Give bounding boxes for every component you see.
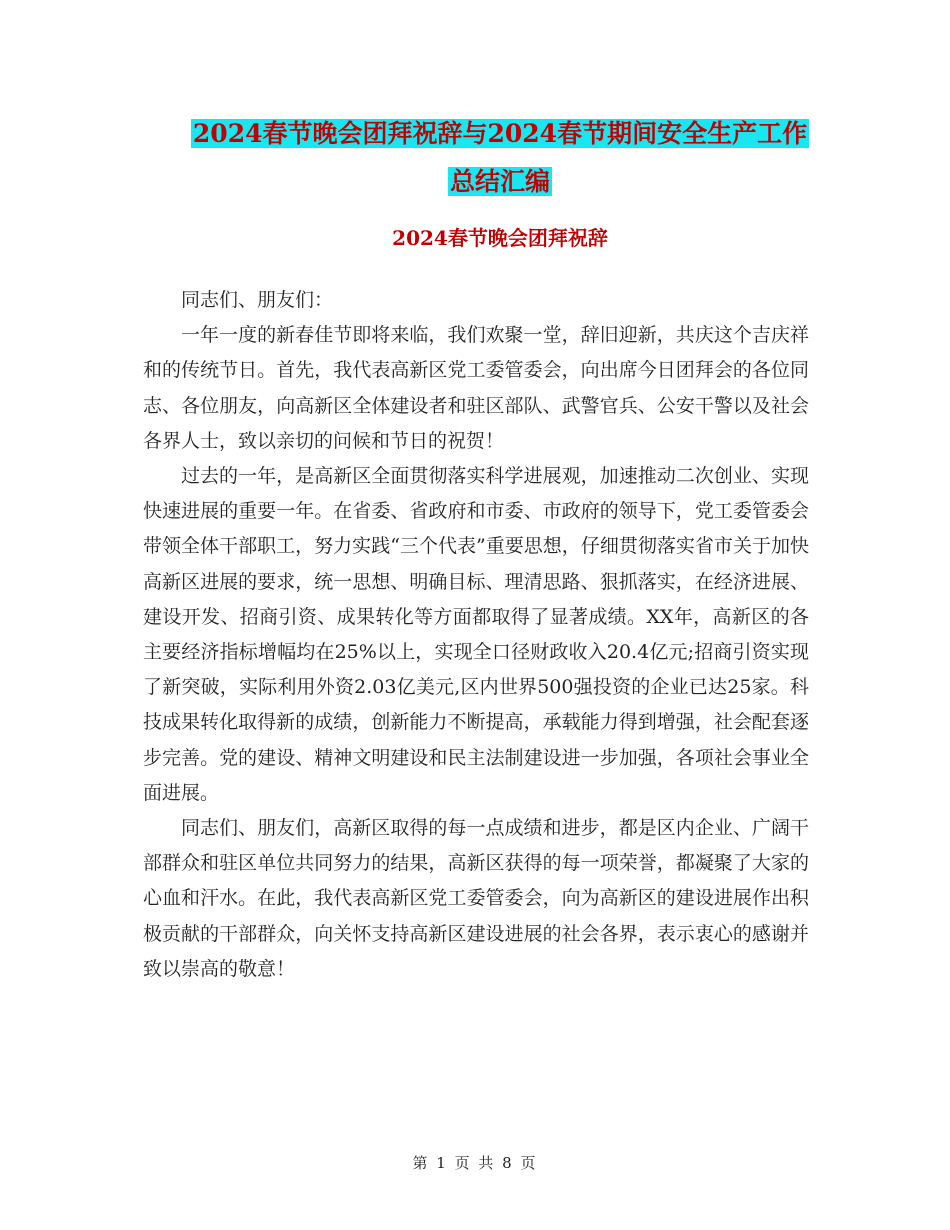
- section-title: 2024春节晚会团拜祝辞: [392, 226, 608, 250]
- page-number-footer: 第 1 页 共 8 页: [412, 1154, 538, 1172]
- document-title-line-1: 2024春节晚会团拜祝辞与2024春节期间安全生产工作: [192, 119, 808, 148]
- document-body: [143, 283, 809, 987]
- salutation: 同志们、朋友们：: [181, 289, 334, 311]
- document-title: [140, 110, 860, 206]
- paragraph: 过去的一年，是高新区全面贯彻落实科学进展观，加速推动二次创业、实现快速进展的重要一年。在省委、省政府和市委、市政府的领导下，党工委管委会带领全体干部职工，努力实践“三个代表”重要思想，仔细贯彻落实省市关于加快高新区进展的要求，统一思想、明确目标、理清思路、狠抓落实，在经济进展、建设开发、招商引资、成果转化等方面都取得了显著成绩。XX年，高新区的各主要经济指标增幅均在25%以上，实现全口径财政收入20.4亿元;招商引资实现了新突破，实际利用外资2.03亿美元,区内世界500强投资的企业已达25家。科技成果转化取得新的成绩，创新能力不断提高，承载能力得到增强，社会配套逐步完善。党的建设、精神文明建设和民主法制建设进一步加强，各项社会事业全面进展。: [143, 465, 809, 804]
- paragraph: 一年一度的新春佳节即将来临，我们欢聚一堂，辞旧迎新，共庆这个吉庆祥和的传统节日。首先，我代表高新区党工委管委会，向出席今日团拜会的各位同志、各位朋友，向高新区全体建设者和驻区部队、武警官兵、公安干警以及社会各界人士，致以亲切的问候和节日的祝贺！: [143, 324, 809, 452]
- paragraph: 同志们、朋友们，高新区取得的每一点成绩和进步，都是区内企业、广阔干部群众和驻区单位共同努力的结果，高新区获得的每一项荣誉，都凝聚了大家的心血和汗水。在此，我代表高新区党工委管委会，向为高新区的建设进展作出积极贡献的干部群众，向关怀支持高新区建设进展的社会各界，表示衷心的感谢并致以崇高的敬意！: [143, 817, 809, 980]
- document-title-line-2: 总结汇编: [449, 167, 550, 196]
